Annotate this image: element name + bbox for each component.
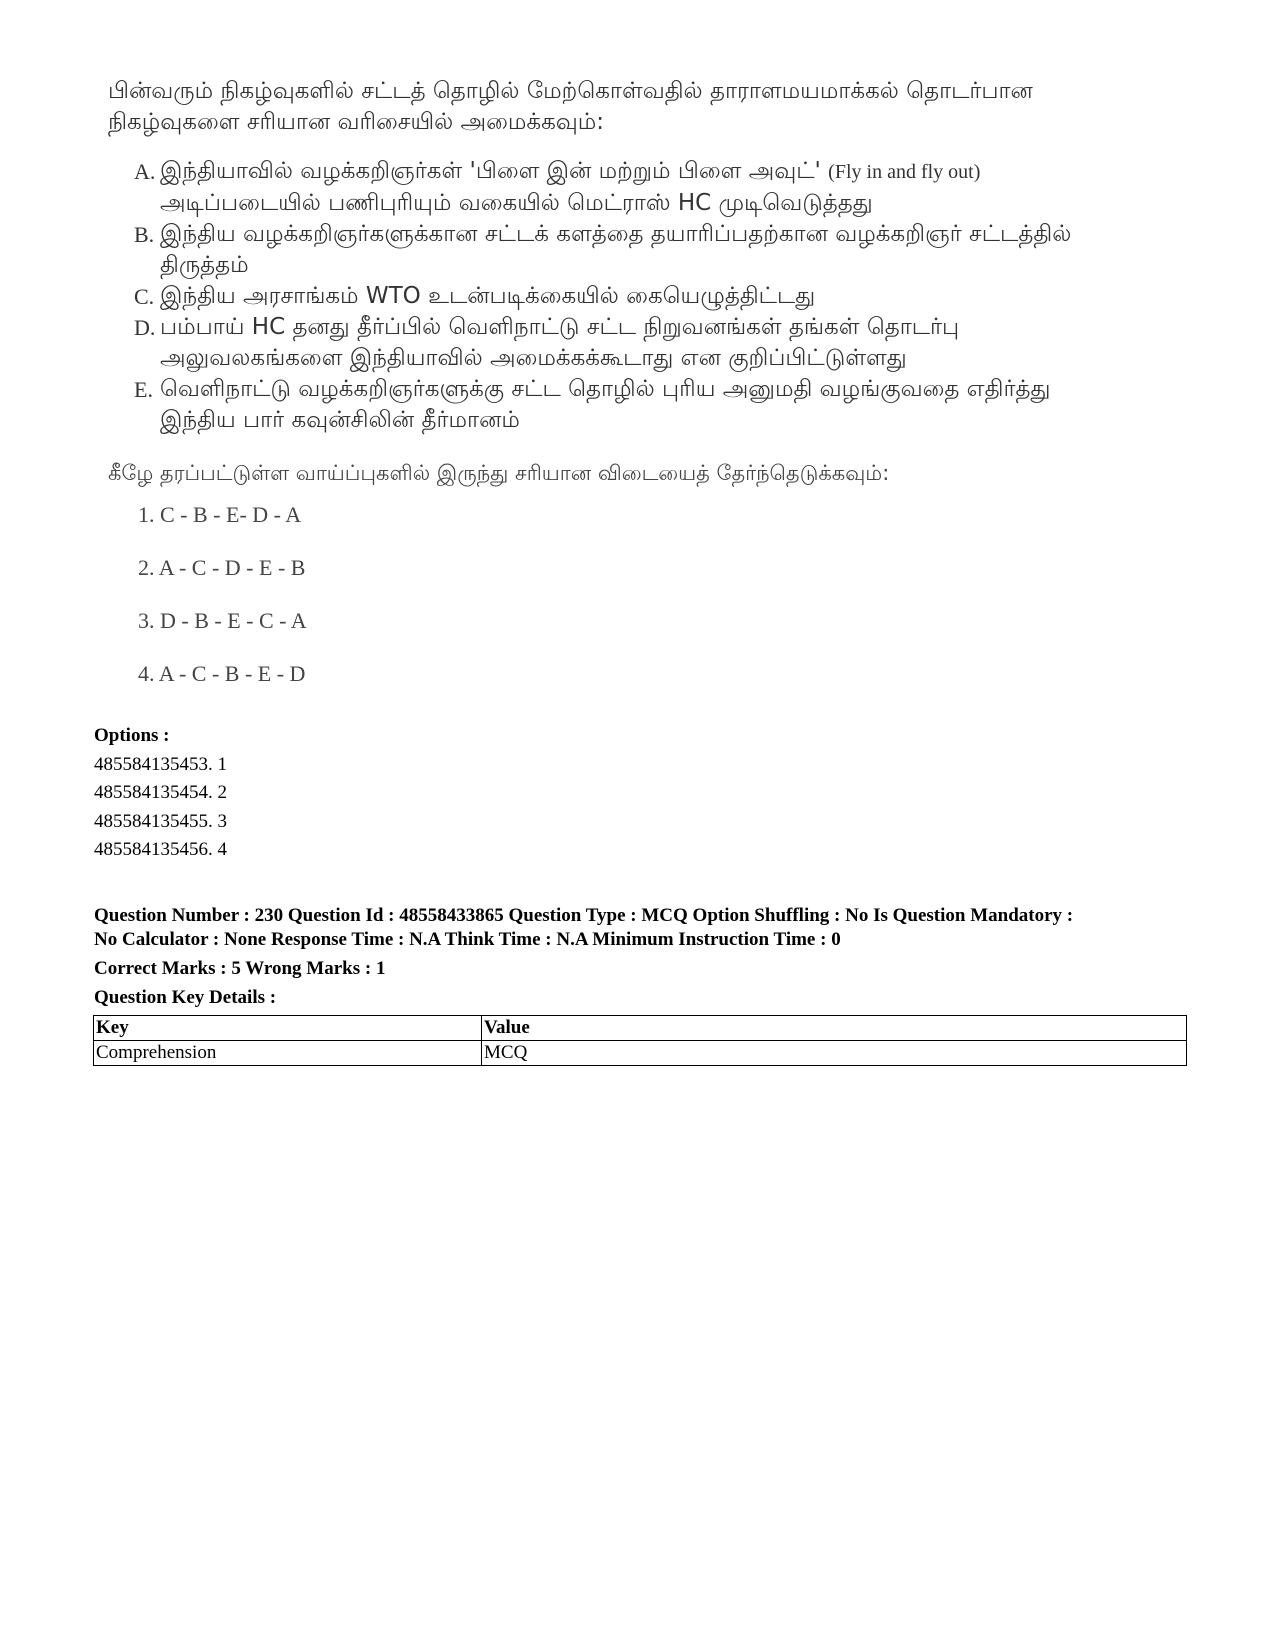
statement-text: இந்திய வழக்கறிஞர்களுக்கான சட்டக் களத்தை தயாரிப்பதற்கான வழக்கறிஞர் சட்டத்தில் திருத்தம் [160, 221, 1072, 278]
statement-english-note: (Fly in and fly out) [828, 161, 981, 183]
statement-text: பம்பாய் HC தனது தீர்ப்பில் வெளிநாட்டு சட்ட நிறுவனங்கள் தங்கள் தொடர்பு அலுவலகங்களை இந்தியாவில் அமைக்கக்கூடாது என குறிப்பிட்டுள்ளது [160, 314, 960, 371]
statement-e [108, 374, 1128, 436]
question-image [108, 76, 1128, 715]
statement-letter: C. [134, 284, 155, 309]
statement-a [108, 156, 1128, 219]
table-header-row [94, 1016, 1187, 1041]
option-item: 485584135453. 1 [94, 753, 227, 775]
answer-choice-1: 1. C - B - E- D - A [138, 502, 302, 527]
answer-choices [138, 503, 1128, 715]
statement-text: இந்திய அரசாங்கம் WTO உடன்படிக்கையில் கையெழுத்திட்டது [160, 283, 816, 309]
table-header-value: Value [482, 1016, 1187, 1041]
statement-text: இந்தியாவில் வழக்கறிஞர்கள் 'பிளை இன் மற்றும் பிளை அவுட்' [160, 158, 821, 184]
question-metadata [94, 904, 1194, 1010]
select-prompt: கீழே தரப்பட்டுள்ள வாய்ப்புகளில் இருந்து சரியான விடையைத் தேர்ந்தெடுக்கவும்: [108, 461, 890, 485]
statement-text-cont: அடிப்படையில் பணிபுரியும் வகையில் மெட்ராஸ் HC முடிவெடுத்தது [160, 190, 873, 216]
key-details-table [93, 1015, 1187, 1066]
answer-choice-3: 3. D - B - E - C - A [138, 608, 307, 633]
question-intro: பின்வரும் நிகழ்வுகளில் சட்டத் தொழில் மேற்கொள்வதில் தாராளமயமாக்கல் தொடர்பான நிகழ்வுகளை சரியான வரிசையில் அமைக்கவும்: [108, 78, 1033, 135]
table-row [94, 1041, 1187, 1066]
answer-choice-4: 4. A - C - B - E - D [138, 661, 306, 686]
answer-choice-2: 2. A - C - D - E - B [138, 555, 306, 580]
statement-list [108, 156, 1128, 436]
metadata-line-1: Question Number : 230 Question Id : 48558433865 Question Type : MCQ Option Shuffling : No Is Question Mandatory : [94, 905, 1074, 926]
options-list [94, 722, 227, 865]
option-item: 485584135455. 3 [94, 810, 227, 832]
table-cell-key: Comprehension [94, 1041, 482, 1066]
table-header-key: Key [94, 1016, 482, 1041]
statement-text: வெளிநாட்டு வழக்கறிஞர்களுக்கு சட்ட தொழில் புரிய அனுமதி வழங்குவதை எதிர்த்து இந்திய பார் கவுன்சிலின் தீர்மானம் [160, 376, 1051, 433]
statement-b [108, 219, 1128, 281]
metadata-line-2: No Calculator : None Response Time : N.A Think Time : N.A Minimum Instruction Time : 0 [94, 929, 841, 950]
statement-letter: A. [134, 159, 156, 184]
option-item: 485584135456. 4 [94, 839, 227, 860]
statement-d [108, 312, 1128, 374]
table-cell-value: MCQ [482, 1041, 1187, 1066]
statement-letter: B. [134, 222, 155, 247]
statement-letter: D. [134, 315, 156, 340]
statement-c [108, 281, 1128, 312]
options-heading: Options : [94, 725, 170, 746]
option-item: 485584135454. 2 [94, 782, 227, 803]
marks-line: Correct Marks : 5 Wrong Marks : 1 [94, 958, 386, 979]
key-details-heading: Question Key Details : [94, 987, 277, 1008]
statement-letter: E. [134, 377, 153, 402]
